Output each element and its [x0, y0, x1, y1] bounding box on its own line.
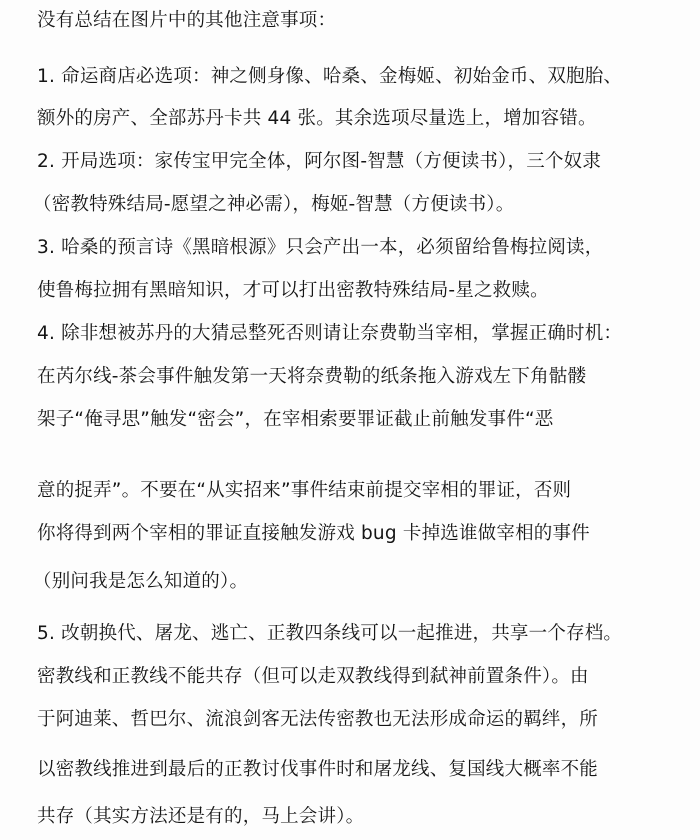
item-3-line-2: 使鲁梅拉拥有黑暗知识，才可以打出密教特殊结局-星之救赎。 — [37, 280, 549, 301]
item-5-line-4: 以密教线推进到最后的正教讨伐事件时和屠龙线、复国线大概率不能 — [37, 759, 599, 780]
item-4-line-6: （别问我是怎么知道的）。 — [33, 571, 249, 592]
item-4-line-2: 在芮尔线-茶会事件触发第一天将奈费勒的纸条拖入游戏左下角骷髅 — [37, 366, 587, 387]
item-4-line-3: 架子“俺寻思”触发“密会”，在宰相索要罪证截止前触发事件“恶 — [37, 409, 554, 430]
item-2-line-2: （密教特殊结局-愿望之神必需），梅姬-智慧（方便读书）。 — [33, 194, 515, 215]
item-2-line-1: 2. 开局选项：家传宝甲完全体，阿尔图-智慧（方便读书），三个奴隶 — [37, 151, 602, 172]
item-4-line-4: 意的捉弄”。不要在“从实招来”事件结束前提交宰相的罪证，否则 — [37, 480, 572, 501]
item-3-line-1: 3. 哈桑的预言诗《黑暗根源》只会产出一本，必须留给鲁梅拉阅读， — [37, 237, 604, 258]
item-5-line-5: 共存（其实方法还是有的，马上会讲）。 — [37, 806, 365, 827]
item-5-line-1: 5. 改朝换代、屠龙、逃亡、正教四条线可以一起推进，共享一个存档。 — [37, 623, 623, 644]
document-heading: 没有总结在图片中的其他注意事项： — [37, 10, 337, 31]
item-1-line-2: 额外的房产、全部苏丹卡共 44 张。其余选项尽量选上，增加容错。 — [37, 108, 597, 129]
item-4-line-1: 4. 除非想被苏丹的大猜忌整死否则请让奈费勒当宰相，掌握正确时机： — [37, 323, 623, 344]
item-1-line-1: 1. 命运商店必选项：神之侧身像、哈桑、金梅姬、初始金币、双胞胎、 — [37, 66, 623, 87]
item-4-line-5: 你将得到两个宰相的罪证直接触发游戏 bug 卡掉选谁做宰相的事件 — [37, 523, 590, 544]
item-5-line-2: 密教线和正教线不能共存（但可以走双教线得到弑神前置条件）。由 — [37, 666, 589, 687]
item-5-line-3: 于阿迪莱、哲巴尔、流浪剑客无法传密教也无法形成命运的羁绊，所 — [37, 709, 599, 730]
